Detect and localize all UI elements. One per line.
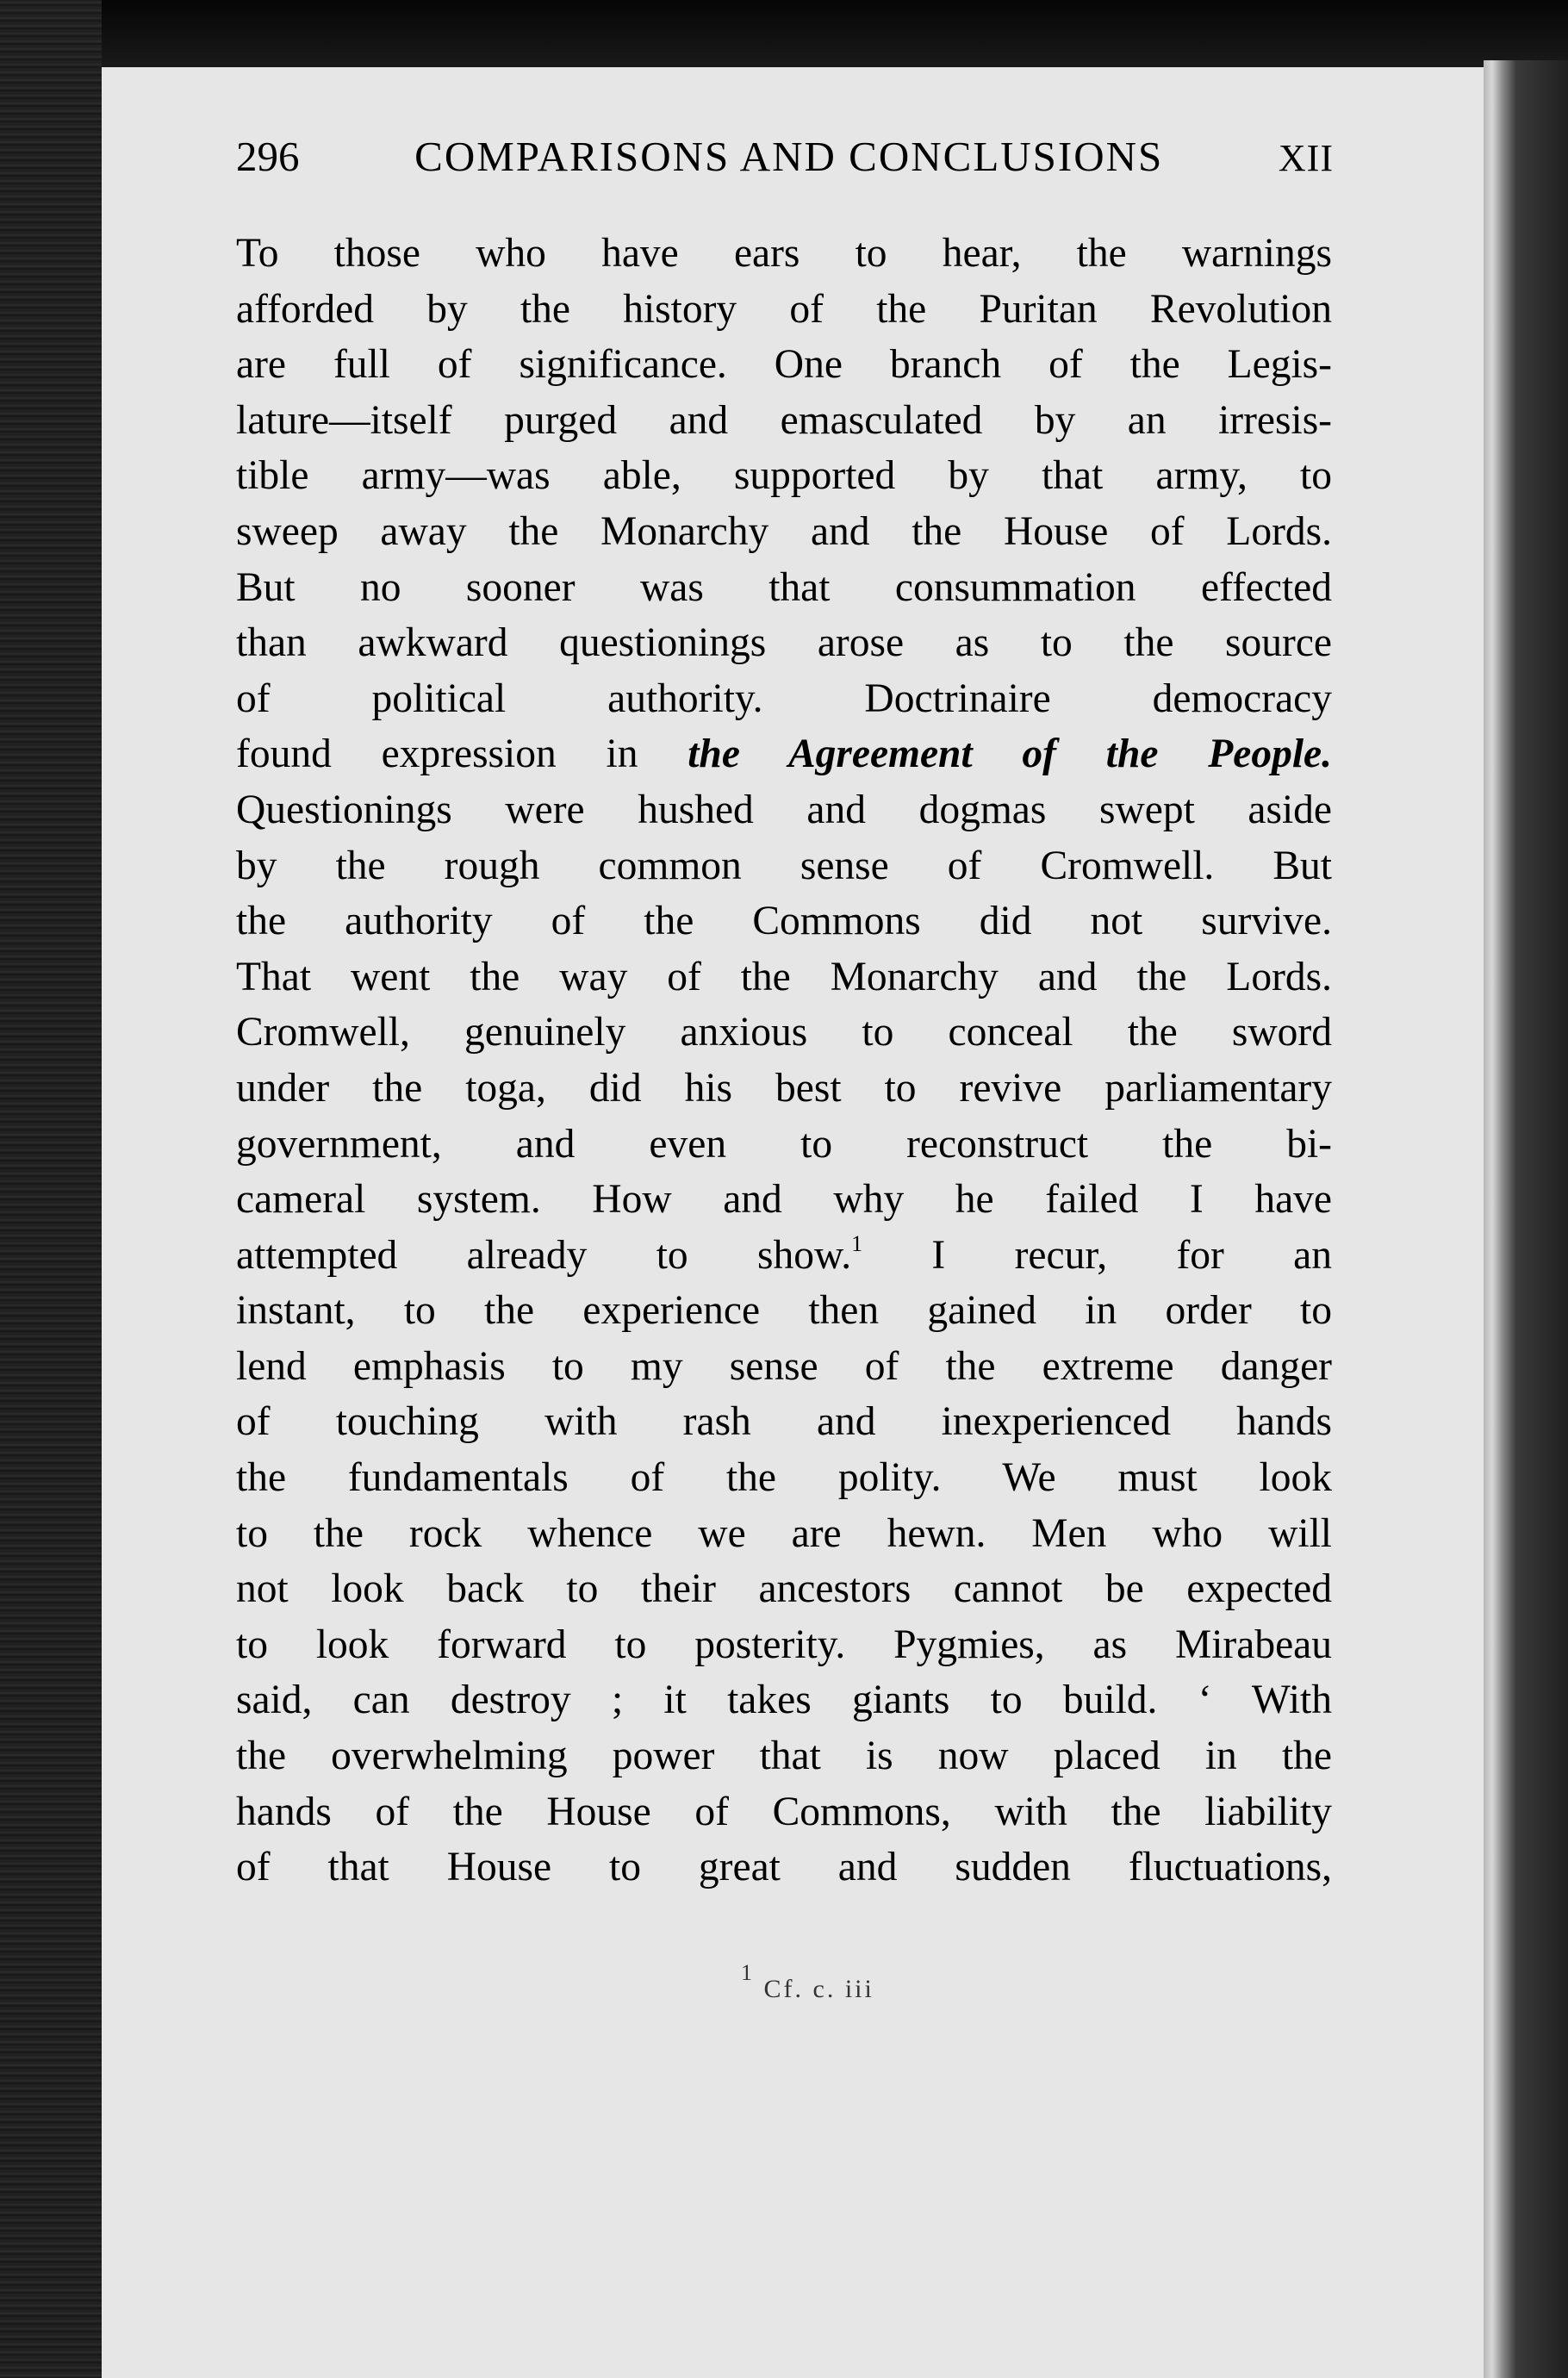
text-line: [236, 671, 1332, 727]
footnote-reference: 1: [851, 1230, 863, 1256]
text-run: hands of the House of Commons, with the liability: [236, 1789, 1332, 1834]
text-line: [236, 1339, 1332, 1395]
text-run: found expression in: [236, 731, 688, 777]
text-run: Cromwell, genuinely anxious to conceal the sword: [236, 1010, 1332, 1055]
text-run: That went the way of the Monarchy and the Lords.: [236, 954, 1332, 999]
text-line: [236, 1784, 1332, 1840]
text-line: [236, 949, 1332, 1005]
text-line: [236, 1283, 1332, 1339]
text-run: To those who have ears to hear, the warnings: [236, 231, 1332, 276]
text-run: But no sooner was that consummation effected: [236, 564, 1332, 610]
text-line: [236, 448, 1332, 504]
text-line: [236, 504, 1332, 560]
text-run: the overwhelming power that is now placed in the: [236, 1734, 1332, 1779]
text-line: [236, 1117, 1332, 1173]
text-line: [236, 1005, 1332, 1061]
text-line: [236, 1672, 1332, 1728]
text-line: [236, 337, 1332, 393]
text-line: [236, 838, 1332, 894]
text-line: [236, 226, 1332, 282]
text-run: under the toga, did his best to revive parliamentary: [236, 1065, 1332, 1111]
text-line: [236, 726, 1332, 782]
text-run: tible army—was able, supported by that army, to: [236, 453, 1332, 499]
body-paragraph: [236, 226, 1332, 1896]
text-run: of that House to great and sudden fluctuations,: [236, 1845, 1332, 1890]
text-line: [236, 282, 1332, 338]
page-number: 296: [236, 133, 300, 180]
text-line: [236, 560, 1332, 616]
text-run: to the rock whence we are hewn. Men who will: [236, 1510, 1332, 1556]
text-run: by the rough common sense of Cromwell. But: [236, 843, 1332, 888]
text-line: [236, 1561, 1332, 1617]
running-header: [236, 129, 1334, 184]
text-run: government, and even to reconstruct the bi-: [236, 1121, 1332, 1167]
running-title: COMPARISONS AND CONCLUSIONS: [414, 133, 1164, 180]
text-run: sweep away the Monarchy and the House of Lords.: [236, 508, 1332, 554]
text-run: I recur, for an: [862, 1232, 1333, 1278]
text-line: [236, 782, 1332, 838]
text-run: are full of significance. One branch of the Legis-: [236, 342, 1332, 388]
chapter-number: XII: [1278, 137, 1334, 179]
text-run: Questionings were hushed and dogmas swept aside: [236, 787, 1332, 832]
book-binding-edge: [0, 0, 102, 2378]
text-run: of touching with rash and inexperienced hands: [236, 1399, 1332, 1445]
text-line: [236, 893, 1332, 949]
text-run: than awkward questionings arose as to the source: [236, 620, 1332, 666]
text-run: the fundamentals of the polity. We must look: [236, 1455, 1332, 1501]
text-run: instant, to the experience then gained in order to: [236, 1288, 1332, 1334]
text-line: [236, 1506, 1332, 1562]
text-run: lature—itself purged and emasculated by an irresis-: [236, 397, 1332, 443]
footnote-text: Cf. c. iii: [763, 1975, 874, 2003]
text-line: [236, 1172, 1332, 1228]
scan-top-border: [0, 0, 1568, 67]
text-line: [236, 1728, 1332, 1784]
footnote-marker: 1: [741, 1960, 755, 1985]
text-line: [236, 615, 1332, 671]
text-line: [236, 1228, 1332, 1284]
text-line: [236, 1840, 1332, 1896]
text-line: [236, 1617, 1332, 1673]
text-run: the authority of the Commons did not survive.: [236, 899, 1332, 944]
text-line: [236, 393, 1332, 449]
text-run: not look back to their ancestors cannot be expected: [236, 1566, 1332, 1612]
book-title-emphasis: the Agreement of the People.: [688, 731, 1332, 777]
page-stack-edge: [1484, 60, 1568, 2378]
text-line: [236, 1394, 1332, 1450]
text-run: lend emphasis to my sense of the extreme danger: [236, 1343, 1332, 1389]
footnote: [741, 1960, 874, 2004]
text-run: to look forward to posterity. Pygmies, as Mirabeau: [236, 1622, 1332, 1667]
text-run: said, can destroy ; it takes giants to build. ‘ With: [236, 1678, 1332, 1723]
text-line: [236, 1450, 1332, 1506]
text-run: cameral system. How and why he failed I have: [236, 1177, 1332, 1223]
text-line: [236, 1061, 1332, 1117]
text-run: afforded by the history of the Puritan Revolution: [236, 286, 1332, 332]
text-run: attempted already to show.: [236, 1232, 852, 1278]
text-run: of political authority. Doctrinaire democracy: [236, 675, 1332, 721]
